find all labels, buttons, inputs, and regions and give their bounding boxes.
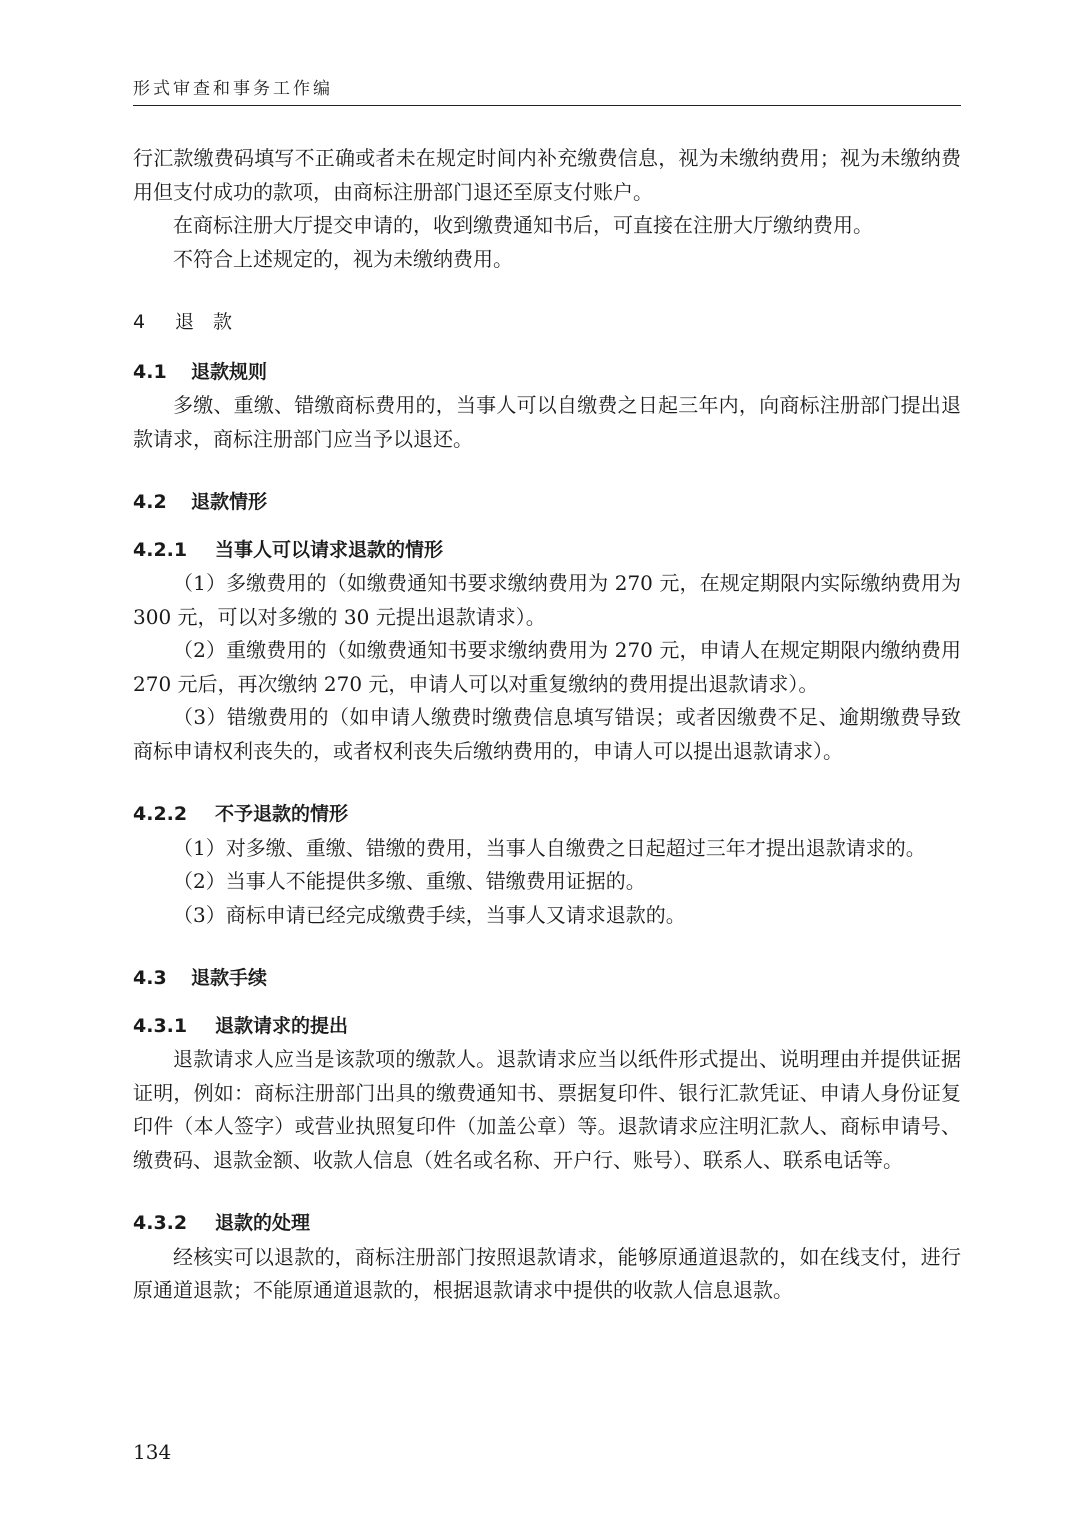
section-number: 4.3.1 [133, 1014, 188, 1037]
section-4-2-2-item-1: （1）对多缴、重缴、错缴的费用，当事人自缴费之日起超过三年才提出退款请求的。 [173, 835, 926, 860]
section-title: 退 款 [175, 311, 233, 333]
section-number: 4.2 [133, 491, 167, 513]
document-body [133, 142, 961, 1308]
section-4-3-1-heading [133, 1010, 961, 1044]
intro-paragraph-3: 不符合上述规定的，视为未缴纳费用。 [173, 246, 513, 271]
section-4-1-paragraph-1: 多缴、重缴、错缴商标费用的，当事人可以自缴费之日起三年内，向商标注册部门提出退款请求，商标注册部门应当予以退还。 [133, 393, 961, 451]
section-4-3-2-paragraph-1: 经核实可以退款的，商标注册部门按照退款请求，能够原通道退款的，如在线支付，进行原通道退款；不能原通道退款的，根据退款请求中提供的收款人信息退款。 [133, 1244, 961, 1302]
document-page [133, 0, 961, 1535]
section-number: 4.3.2 [133, 1212, 188, 1234]
section-title: 当事人可以请求退款的情形 [215, 538, 444, 561]
section-4-2-2-item-2: （2）当事人不能提供多缴、重缴、错缴费用证据的。 [173, 869, 646, 893]
section-4-2-1-item-1: （1）多缴费用的（如缴费通知书要求缴纳费用为 270 元，在规定期限内实际缴纳费用为 300 元，可以对多缴的 30 元提出退款请求）。 [133, 571, 961, 629]
section-4-2-1-item-2: （2）重缴费用的（如缴费通知书要求缴纳费用为 270 元，申请人在规定期限内缴纳费用 270 元后，再次缴纳 270 元，申请人可以对重复缴纳的费用提出退款请求）。 [133, 638, 961, 696]
intro-paragraph-1: 行汇款缴费码填写不正确或者未在规定时间内补充缴费信息，视为未缴纳费用；视为未缴纳费用但支付成功的款项，由商标注册部门退还至原支付账户。 [133, 146, 961, 204]
section-4-3-2-heading [133, 1207, 961, 1241]
section-number: 4.1 [133, 360, 167, 383]
section-4-2-1-item-3: （3）错缴费用的（如申请人缴费时缴费信息填写错误；或者因缴费不足、逾期缴费导致商标申请权利丧失的，或者权利丧失后缴纳费用的，申请人可以提出退款请求）。 [133, 705, 961, 763]
intro-paragraph-2: 在商标注册大厅提交申请的，收到缴费通知书后，可直接在注册大厅缴纳费用。 [173, 213, 873, 237]
header-rule [133, 105, 961, 106]
section-4-3-heading [133, 962, 961, 996]
section-4-1-heading [133, 356, 961, 390]
section-number: 4.3 [133, 967, 167, 989]
section-title: 退款规则 [191, 360, 268, 383]
section-4-heading [133, 306, 961, 340]
section-4-2-2-heading [133, 798, 961, 832]
section-title: 退款的处理 [215, 1212, 311, 1234]
section-title: 退款请求的提出 [215, 1014, 349, 1037]
running-header: 形式审查和事务工作编 [133, 79, 333, 99]
section-number: 4 [133, 311, 146, 333]
section-title: 不予退款的情形 [215, 803, 349, 825]
section-title: 退款手续 [191, 967, 268, 989]
section-number: 4.2.1 [133, 538, 188, 561]
page-number: 134 [133, 1440, 172, 1464]
section-4-2-2-item-3: （3）商标申请已经完成缴费手续，当事人又请求退款的。 [173, 902, 686, 927]
section-title: 退款情形 [191, 491, 268, 513]
section-4-2-heading [133, 486, 961, 520]
section-number: 4.2.2 [133, 803, 188, 825]
section-4-3-1-paragraph-1: 退款请求人应当是该款项的缴款人。退款请求应当以纸件形式提出、说明理由并提供证据证明，例如：商标注册部门出具的缴费通知书、票据复印件、银行汇款凭证、申请人身份证复印件（本人签字）或营业执照复印件（加盖公章）等。退款请求应注明汇款人、商标申请号、缴费码、退款金额、收款人信息（姓名或名称、开户行、账号）、联系人、联系电话等。 [133, 1047, 961, 1172]
section-4-2-1-heading [133, 534, 961, 568]
